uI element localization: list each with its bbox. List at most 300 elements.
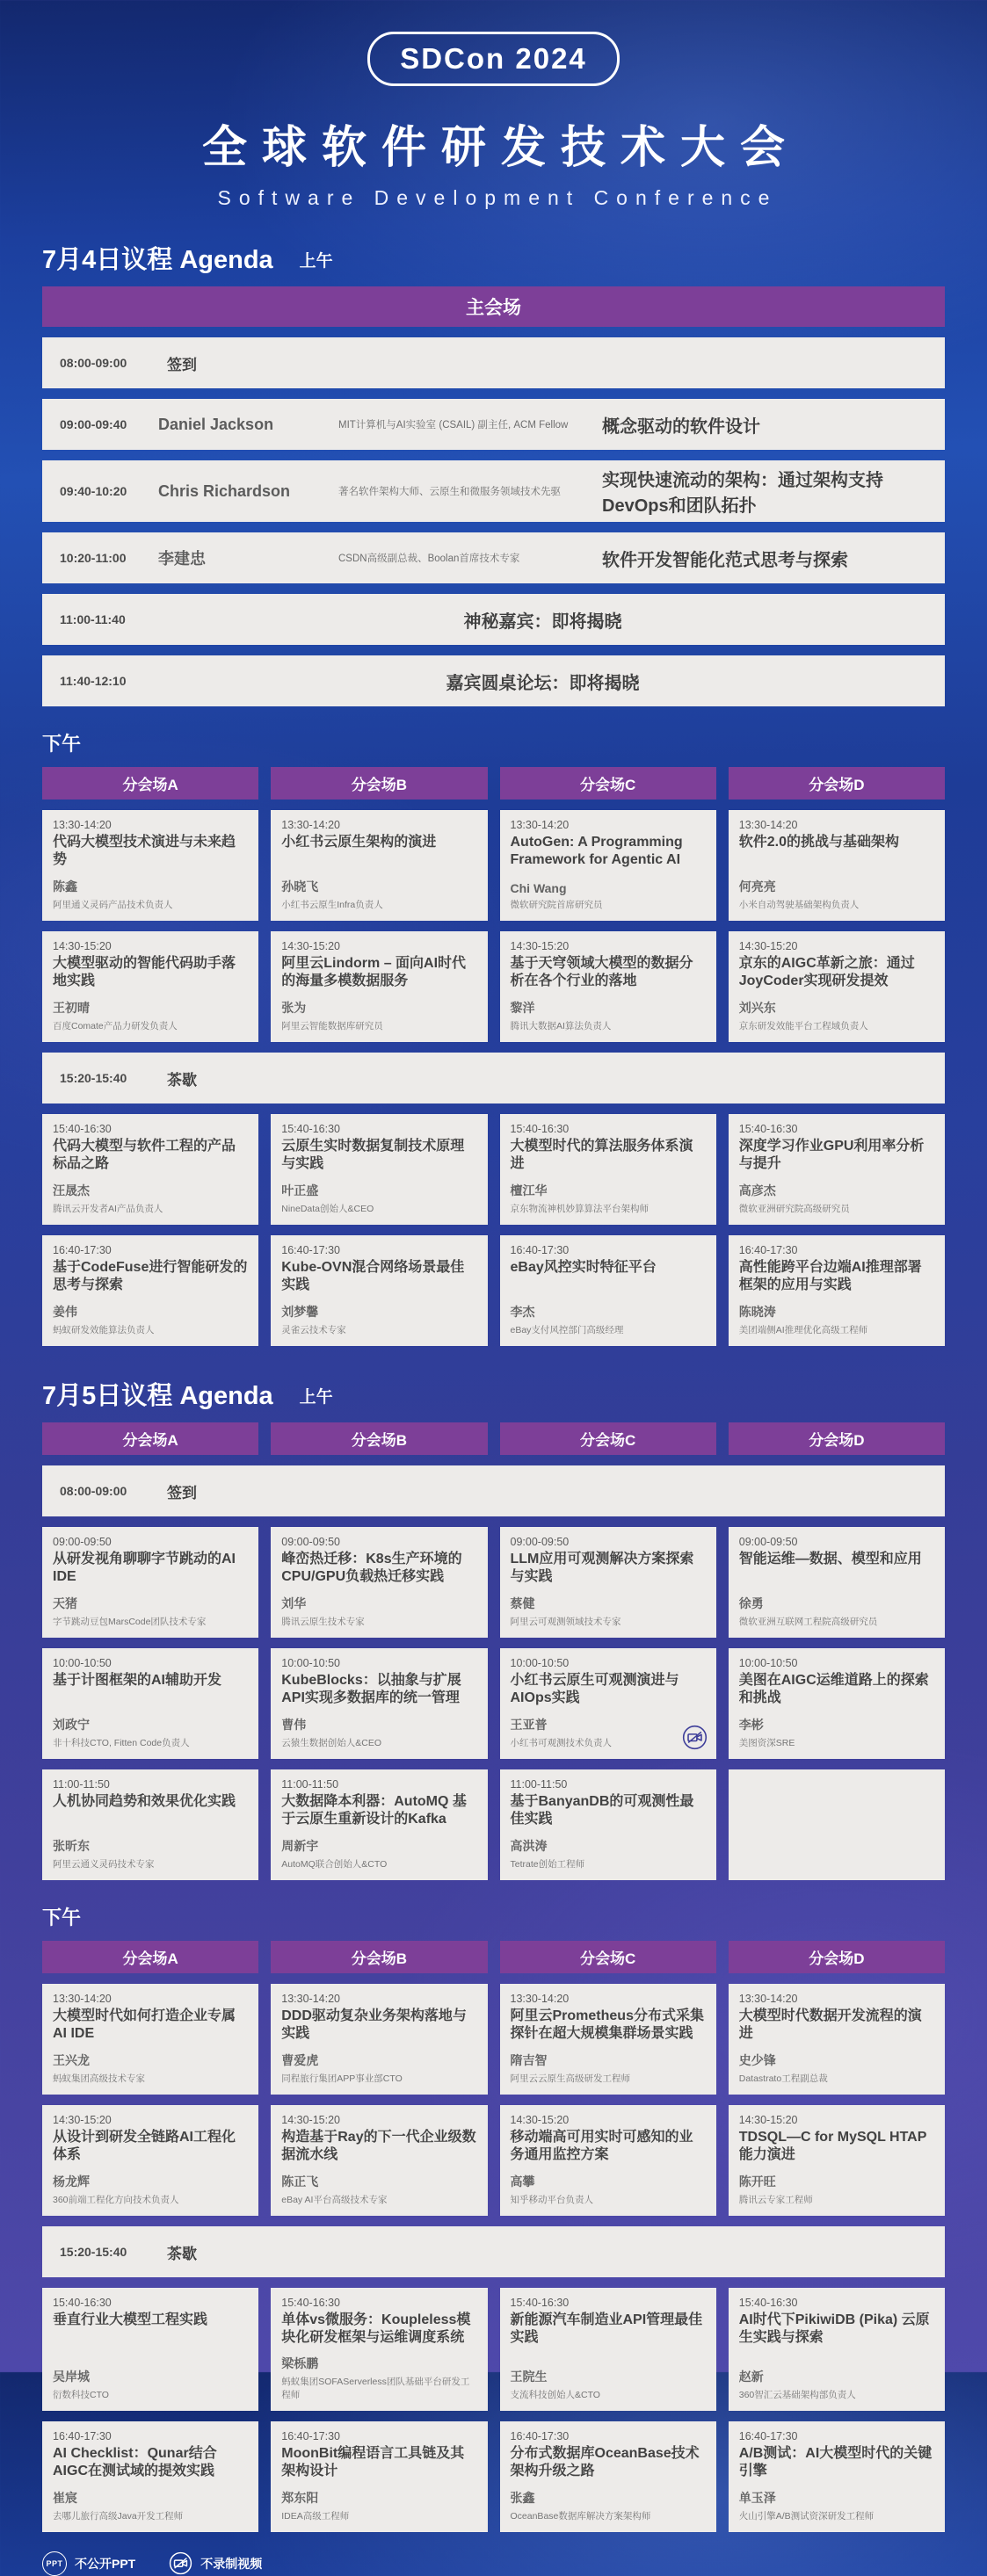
speaker-name: 隋吉智 — [510, 2053, 548, 2067]
track-header-d: 分会场D — [729, 767, 945, 800]
day1-pm-label: 下午 — [42, 733, 82, 755]
session-title: 智能运维—数据、模型和应用 — [738, 1552, 922, 1567]
speaker-name: 何亮亮 — [738, 879, 776, 894]
session-title: 大模型时代的算法服务体系演进 — [510, 1139, 693, 1172]
agenda-row — [42, 2226, 945, 2277]
session-card — [729, 1235, 945, 1346]
session-title: 代码大模型技术演进与未来趋势 — [53, 835, 236, 868]
agenda-row — [42, 532, 945, 583]
session-card — [271, 2421, 487, 2532]
row-time: 08:00-09:00 — [60, 356, 127, 370]
row-time: 15:20-15:40 — [60, 1071, 127, 1085]
session-title: AutoGen: A Programming Framework for Agentic AI — [510, 835, 683, 868]
speaker-name: 刘兴东 — [738, 1001, 776, 1015]
speaker-name: 周新宇 — [281, 1839, 319, 1853]
conference-title: 全球软件研发技术大会 — [201, 122, 800, 172]
session-time: 10:00-10:50 — [281, 1657, 340, 1669]
session-title: 人机协同趋势和效果优化实践 — [53, 1794, 236, 1809]
session-card — [729, 1114, 945, 1225]
speaker-block — [739, 1296, 934, 1336]
speaker-role: 字节跳动豆包MarsCode团队技术专家 — [53, 1617, 207, 1627]
session-card — [500, 1527, 716, 1638]
session-time: 09:00-09:50 — [53, 1536, 112, 1548]
session-card — [729, 2288, 945, 2411]
speaker-role: 微软亚洲互联网工程院高级研究员 — [738, 1617, 878, 1627]
session-card — [729, 1984, 945, 2095]
session-card — [271, 1984, 487, 2095]
session-title: 高性能跨平台边端AI推理部署框架的应用与实践 — [738, 1260, 922, 1293]
speaker-name: 郑东阳 — [281, 2490, 319, 2505]
session-title: 云原生实时数据复制技术原理与实践 — [281, 1139, 465, 1172]
session-title: 软件2.0的挑战与基础架构 — [738, 835, 899, 850]
speaker-name: 叶正盛 — [281, 1183, 319, 1198]
speaker-name: 孙晓飞 — [281, 879, 319, 894]
speaker-role: 阿里云通义灵码技术专家 — [53, 1859, 155, 1870]
speaker-name: 黎洋 — [510, 1001, 535, 1015]
session-time: 14:30-15:20 — [53, 2114, 112, 2126]
day1-afternoon-early — [42, 810, 945, 1042]
footer-video-label: 不录制视频 — [200, 2556, 263, 2571]
row-title: 签到 — [167, 1484, 197, 1501]
speaker-role: 微软研究院首席研究员 — [510, 900, 603, 910]
session-card-row — [42, 2288, 945, 2411]
session-title: 阿里云Prometheus分布式采集探针在超大规模集群场景实践 — [510, 2008, 704, 2042]
session-title: 从研发视角聊聊字节跳动的AI IDE — [53, 1552, 236, 1585]
session-time: 15:40-16:30 — [53, 2297, 112, 2309]
session-time: 14:30-15:20 — [281, 2114, 340, 2126]
poster-footer — [42, 2551, 945, 2576]
speaker-block — [511, 1296, 706, 1336]
session-title: KubeBlocks：以抽象与扩展API实现多数据库的统一管理 — [281, 1673, 461, 1706]
speaker-block — [281, 992, 476, 1032]
session-title: 大模型驱动的智能代码助手落地实践 — [53, 956, 236, 989]
day1-afternoon-late — [42, 1114, 945, 1346]
session-title: 大模型时代如何打造企业专属AI IDE — [53, 2008, 236, 2042]
session-time: 10:00-10:50 — [510, 1657, 570, 1669]
speaker-role: 蚂蚁集团高级技术专家 — [53, 2073, 145, 2084]
session-card-row — [42, 931, 945, 1042]
speaker-block — [511, 2361, 706, 2401]
day1-section — [42, 240, 945, 1346]
speaker-name: 曹爱虎 — [281, 2053, 319, 2067]
session-time: 14:30-15:20 — [510, 940, 570, 952]
speaker-name: 赵新 — [738, 2369, 764, 2384]
session-time: 11:00-11:50 — [53, 1778, 110, 1791]
speaker-role: 小红书云原生Infra负责人 — [281, 900, 383, 910]
speaker-role: 云猿生数据创始人&CEO — [281, 1738, 382, 1748]
session-card-row — [42, 810, 945, 921]
session-title: AI时代下PikiwiDB (Pika) 云原生实践与探索 — [738, 2312, 930, 2346]
row-title: 签到 — [167, 356, 197, 373]
session-title: 小红书云原生架构的演进 — [281, 835, 437, 850]
speaker-block — [53, 1709, 248, 1749]
session-title: TDSQL—C for MySQL HTAP能力演进 — [738, 2130, 927, 2163]
day1-heading-text: 7月4日议程 Agenda — [42, 246, 273, 274]
speaker-name: 单玉泽 — [738, 2490, 776, 2505]
speaker-block — [281, 1830, 476, 1870]
speaker-block — [281, 1296, 476, 1336]
row-time: 09:00-09:40 — [60, 417, 127, 431]
speaker-block — [281, 2166, 476, 2206]
speaker-block — [53, 871, 248, 911]
session-time: 11:00-11:50 — [510, 1778, 568, 1791]
session-title: 基于计图框架的AI辅助开发 — [53, 1673, 222, 1688]
speaker-name: 王兴龙 — [53, 2053, 90, 2067]
day2-morning-cards — [42, 1527, 945, 1880]
speaker-block — [739, 2044, 934, 2085]
speaker-name: 高洪涛 — [510, 1839, 548, 1853]
session-time: 14:30-15:20 — [738, 940, 798, 952]
speaker-role: NineData创始人&CEO — [281, 1204, 374, 1214]
speaker-block — [739, 1588, 934, 1628]
session-card — [500, 810, 716, 921]
session-time: 13:30-14:20 — [281, 1993, 340, 2005]
speaker-role: 小米自动驾驶基础架构负责人 — [738, 900, 860, 910]
session-time: 13:30-14:20 — [53, 819, 112, 831]
speaker-role: CSDN高级副总裁、Boolan首席技术专家 — [338, 554, 520, 564]
day1-track-headers — [42, 767, 945, 800]
session-title: 新能源汽车制造业API管理最佳实践 — [510, 2312, 703, 2346]
agenda-row — [42, 655, 945, 706]
session-time: 15:40-16:30 — [281, 1123, 340, 1135]
session-time: 15:40-16:30 — [510, 2297, 570, 2309]
speaker-role: 蚂蚁研发效能算法负责人 — [53, 1325, 155, 1335]
speaker-name: 陈正飞 — [281, 2174, 319, 2189]
speaker-block — [53, 2361, 248, 2401]
speaker-block — [53, 1830, 248, 1870]
speaker-block — [511, 874, 706, 911]
agenda-row — [42, 594, 945, 645]
session-card — [271, 1114, 487, 1225]
agenda-row — [42, 1465, 945, 1516]
speaker-name: 李杰 — [510, 1305, 535, 1319]
speaker-role: 非十科技CTO, Fitten Code负责人 — [53, 1738, 190, 1748]
track-header-d: 分会场D — [729, 1941, 945, 1973]
speaker-block — [53, 1175, 248, 1215]
track-header-d: 分会场D — [729, 1422, 945, 1455]
session-card — [729, 2105, 945, 2216]
session-title: 单体vs微服务：Koupleless模块化研发框架与运维调度系统 — [281, 2312, 471, 2346]
speaker-block — [739, 1175, 934, 1215]
speaker-block — [53, 2166, 248, 2206]
session-card-row — [42, 2421, 945, 2532]
session-card — [500, 2105, 716, 2216]
speaker-role: 京东物流神机妙算算法平台架构师 — [510, 1204, 649, 1214]
session-card — [729, 931, 945, 1042]
speaker-block — [739, 2361, 934, 2401]
session-card-row — [42, 1648, 945, 1759]
session-title: DDD驱动复杂业务架构落地与实践 — [281, 2008, 467, 2042]
session-time: 16:40-17:30 — [53, 1244, 112, 1256]
agenda-row — [42, 460, 945, 522]
day2-tea-break — [42, 2226, 945, 2277]
session-title: 基于BanyanDB的可观测性最佳实践 — [510, 1794, 694, 1827]
speaker-block — [511, 2166, 706, 2206]
speaker-block — [281, 2348, 476, 2401]
session-title: 小红书云原生可观测演进与AIOps实践 — [510, 1673, 679, 1706]
speaker-name: 陈开旺 — [738, 2174, 776, 2189]
ppt-icon: PPT — [42, 2551, 67, 2576]
session-card — [271, 2105, 487, 2216]
speaker-role: 腾讯云原生技术专家 — [281, 1617, 365, 1627]
session-card-row — [42, 1114, 945, 1225]
session-card — [500, 1648, 716, 1759]
speaker-role: 阿里云云原生高级研发工程师 — [510, 2073, 630, 2084]
speaker-role: 蚂蚁集团SOFAServerless团队基础平台研发工程师 — [281, 2376, 470, 2400]
speaker-block — [281, 1588, 476, 1628]
talk-topic: 实现快速流动的架构：通过架构支持DevOps和团队拓扑 — [602, 471, 883, 516]
session-title: 美图在AIGC运维道路上的探索和挑战 — [738, 1673, 929, 1706]
speaker-name: 梁栎鹏 — [281, 2355, 319, 2370]
main-hall-bar: 主会场 — [42, 286, 945, 327]
session-card — [500, 2421, 716, 2532]
speaker-role: eBay支付风控部门高级经理 — [510, 1325, 624, 1335]
speaker-block — [511, 2044, 706, 2085]
row-time: 08:00-09:00 — [60, 1484, 127, 1498]
speaker-role: 灵雀云技术专家 — [281, 1325, 346, 1335]
session-card — [271, 1769, 487, 1880]
speaker-role: 小红书可观测技术负责人 — [510, 1738, 612, 1748]
day2-pm-label: 下午 — [42, 1907, 82, 1928]
session-time: 16:40-17:30 — [510, 2429, 570, 2442]
day1-tea-break — [42, 1053, 945, 1103]
speaker-name: 陈晓涛 — [738, 1305, 776, 1319]
session-card — [729, 1648, 945, 1759]
speaker-role: 美图资深SRE — [738, 1738, 795, 1748]
speaker-role: OceanBase数据库解决方案架构师 — [510, 2510, 651, 2522]
session-time: 13:30-14:20 — [738, 1993, 798, 2005]
session-title: LLM应用可观测解决方案探索与实践 — [510, 1552, 694, 1585]
row-time: 11:00-11:40 — [60, 612, 126, 626]
session-card — [729, 1527, 945, 1638]
row-time: 09:40-10:20 — [60, 484, 127, 498]
session-title: 构造基于Ray的下一代企业级数据流水线 — [281, 2130, 476, 2163]
speaker-name: 刘华 — [281, 1596, 307, 1610]
row-title: 茶歇 — [167, 1071, 197, 1089]
agenda-row — [42, 337, 945, 388]
session-card — [42, 931, 258, 1042]
speaker-name: 高攀 — [510, 2174, 535, 2189]
speaker-role: 阿里通义灵码产品技术负责人 — [53, 900, 173, 910]
session-title: 京东的AIGC革新之旅：通过JoyCoder实现研发提效 — [738, 956, 915, 989]
speaker-name: Daniel Jackson — [158, 415, 274, 433]
speaker-block — [53, 2482, 248, 2522]
row-time: 10:20-11:00 — [60, 551, 127, 565]
speaker-role: 美团端侧AI推理优化高级工程师 — [738, 1325, 868, 1335]
row-title: 嘉宾圆桌论坛：即将揭晓 — [446, 673, 640, 693]
session-card-row — [42, 1984, 945, 2095]
speaker-role: 腾讯大数据AI算法负责人 — [510, 1021, 612, 1031]
speaker-name: Chris Richardson — [158, 481, 291, 500]
agenda-row — [42, 1053, 945, 1103]
session-card-row — [42, 1527, 945, 1638]
session-time: 09:00-09:50 — [510, 1536, 570, 1548]
session-time: 16:40-17:30 — [53, 2429, 112, 2442]
speaker-name: 姜伟 — [53, 1305, 77, 1319]
session-card — [271, 2288, 487, 2411]
session-card — [42, 1527, 258, 1638]
session-title: MoonBit编程语言工具链及其架构设计 — [281, 2445, 465, 2479]
session-time: 13:30-14:20 — [510, 1993, 570, 2005]
speaker-name: 徐勇 — [738, 1596, 764, 1610]
session-card — [729, 2421, 945, 2532]
session-card — [271, 1235, 487, 1346]
speaker-name: 曹伟 — [281, 1718, 307, 1732]
track-header-b: 分会场B — [271, 1941, 487, 1973]
speaker-name: 吴岸城 — [53, 2369, 90, 2384]
speaker-role: 阿里云智能数据库研究员 — [281, 1021, 383, 1031]
poster-header — [42, 0, 945, 210]
empty-session-card — [729, 1769, 945, 1880]
footer-video-note — [169, 2551, 262, 2575]
day2-am-label: 上午 — [299, 1388, 333, 1407]
speaker-role: Tetrate创始工程师 — [510, 1859, 585, 1870]
speaker-name: 王院生 — [510, 2369, 548, 2384]
speaker-name: 陈鑫 — [53, 879, 77, 894]
speaker-role: 阿里云可观测领域技术专家 — [510, 1617, 621, 1627]
speaker-role: 京东研发效能平台工程域负责人 — [738, 1021, 868, 1031]
session-title: 深度学习作业GPU利用率分析与提升 — [738, 1139, 925, 1172]
speaker-name: 张昕东 — [53, 1839, 90, 1853]
day2-afternoon-late — [42, 2288, 945, 2532]
session-title: 大模型时代数据开发流程的演进 — [738, 2008, 922, 2042]
row-title: 茶歇 — [167, 2245, 197, 2262]
footer-ppt-label: 不公开PPT — [75, 2556, 136, 2571]
speaker-block — [511, 1588, 706, 1628]
speaker-block — [53, 1296, 248, 1336]
session-title: 从设计到研发全链路AI工程化体系 — [53, 2130, 236, 2163]
speaker-block — [53, 992, 248, 1032]
session-card — [500, 1769, 716, 1880]
talk-topic: 软件开发智能化范式思考与探索 — [602, 550, 848, 570]
speaker-role: 知乎移动平台负责人 — [510, 2195, 593, 2205]
session-card — [500, 1114, 716, 1225]
no-video-icon — [169, 2551, 192, 2575]
session-card-row — [42, 2105, 945, 2216]
session-time: 13:30-14:20 — [281, 819, 340, 831]
session-title: 峰峦热迁移：K8s生产环境的CPU/GPU负载热迁移实践 — [281, 1552, 462, 1585]
speaker-block — [511, 1830, 706, 1870]
track-header-c: 分会场C — [500, 1941, 716, 1973]
speaker-block — [739, 2166, 934, 2206]
session-time: 15:40-16:30 — [510, 1123, 570, 1135]
session-title: 基于天穹领域大模型的数据分析在各个行业的落地 — [510, 956, 693, 989]
session-time: 15:40-16:30 — [738, 2297, 798, 2309]
speaker-block — [511, 1175, 706, 1215]
speaker-role: 著名软件架构大师、云原生和微服务领域技术先驱 — [338, 487, 561, 497]
session-card — [42, 2421, 258, 2532]
speaker-block — [281, 1709, 476, 1749]
session-time: 09:00-09:50 — [281, 1536, 340, 1548]
session-card — [500, 1984, 716, 2095]
day2-signin-row — [42, 1465, 945, 1516]
session-title: 阿里云Lindorm – 面向AI时代的海量多模数据服务 — [281, 956, 467, 989]
session-time: 13:30-14:20 — [738, 819, 798, 831]
speaker-role: 火山引擎A/B测试资深研发工程师 — [738, 2510, 875, 2522]
session-card-row — [42, 1769, 945, 1880]
session-card — [42, 1114, 258, 1225]
session-card — [42, 2288, 258, 2411]
talk-topic: 概念驱动的软件设计 — [602, 416, 760, 437]
speaker-name: 史少锋 — [738, 2053, 776, 2067]
track-header-c: 分会场C — [500, 767, 716, 800]
row-time: 15:20-15:40 — [60, 2245, 127, 2259]
session-time: 16:40-17:30 — [281, 2429, 340, 2442]
session-title: Kube-OVN混合网络场景最佳实践 — [281, 1260, 465, 1293]
session-card — [42, 1769, 258, 1880]
speaker-name: 王亚普 — [510, 1718, 548, 1732]
speaker-role: 去哪儿旅行高级Java开发工程师 — [53, 2510, 184, 2522]
speaker-block — [511, 2482, 706, 2522]
footer-ppt-note — [42, 2551, 135, 2576]
speaker-block — [511, 992, 706, 1032]
track-header-c: 分会场C — [500, 1422, 716, 1455]
speaker-role: IDEA高级工程师 — [281, 2510, 350, 2522]
session-time: 13:30-14:20 — [510, 819, 570, 831]
speaker-block — [281, 1175, 476, 1215]
speaker-role: MIT计算机与AI实验室 (CSAIL) 副主任, ACM Fellow — [338, 420, 569, 431]
speaker-role: eBay AI平台高级技术专家 — [281, 2195, 388, 2205]
day1-heading — [42, 240, 945, 276]
no-video-icon — [682, 1725, 708, 1750]
session-card — [500, 2288, 716, 2411]
session-card — [729, 810, 945, 921]
session-card — [271, 1648, 487, 1759]
session-card — [42, 810, 258, 921]
day2-pm-track-headers — [42, 1941, 945, 1973]
speaker-block — [53, 2044, 248, 2085]
speaker-role: 支流科技创始人&CTO — [510, 2389, 600, 2400]
session-title: 垂直行业大模型工程实践 — [53, 2312, 208, 2327]
speaker-role: 衍数科技CTO — [53, 2389, 109, 2400]
speaker-name: 李建忠 — [158, 550, 206, 568]
day2-am-track-headers — [42, 1422, 945, 1455]
speaker-name: 杨龙辉 — [53, 2174, 90, 2189]
session-card — [42, 1235, 258, 1346]
speaker-block — [281, 871, 476, 911]
session-time: 15:40-16:30 — [281, 2297, 340, 2309]
day2-heading-text: 7月5日议程 Agenda — [42, 1382, 273, 1410]
session-card — [271, 810, 487, 921]
session-time: 13:30-14:20 — [53, 1993, 112, 2005]
session-time: 10:00-10:50 — [53, 1657, 112, 1669]
session-time: 16:40-17:30 — [738, 2429, 798, 2442]
session-title: AI Checklist：Qunar结合AIGC在测试域的提效实践 — [53, 2445, 217, 2479]
speaker-role: Datastrato工程副总裁 — [738, 2073, 828, 2084]
speaker-block — [281, 2044, 476, 2085]
speaker-name: 李彬 — [738, 1718, 764, 1732]
session-title: 大数据降本利器：AutoMQ 基于云原生重新设计的Kafka — [281, 1794, 467, 1827]
speaker-block — [739, 1709, 934, 1749]
track-header-b: 分会场B — [271, 1422, 487, 1455]
speaker-role: AutoMQ联合创始人&CTO — [281, 1859, 388, 1870]
session-time: 16:40-17:30 — [281, 1244, 340, 1256]
speaker-block — [511, 1709, 706, 1749]
speaker-block — [739, 992, 934, 1032]
speaker-role: 360智汇云基础架构部负责人 — [738, 2389, 856, 2400]
session-time: 14:30-15:20 — [53, 940, 112, 952]
track-header-b: 分会场B — [271, 767, 487, 800]
speaker-name: 天猪 — [53, 1596, 77, 1610]
day2-section — [42, 1376, 945, 2532]
session-title: eBay风控实时特征平台 — [510, 1260, 657, 1275]
speaker-role: 腾讯云开发者AI产品负责人 — [53, 1204, 163, 1214]
session-title: 基于CodeFuse进行智能研发的思考与探索 — [53, 1260, 248, 1293]
speaker-name: 蔡健 — [510, 1596, 535, 1610]
day2-afternoon-early — [42, 1984, 945, 2216]
speaker-role: 微软亚洲研究院高级研究员 — [738, 1204, 850, 1214]
track-header-a: 分会场A — [42, 767, 258, 800]
